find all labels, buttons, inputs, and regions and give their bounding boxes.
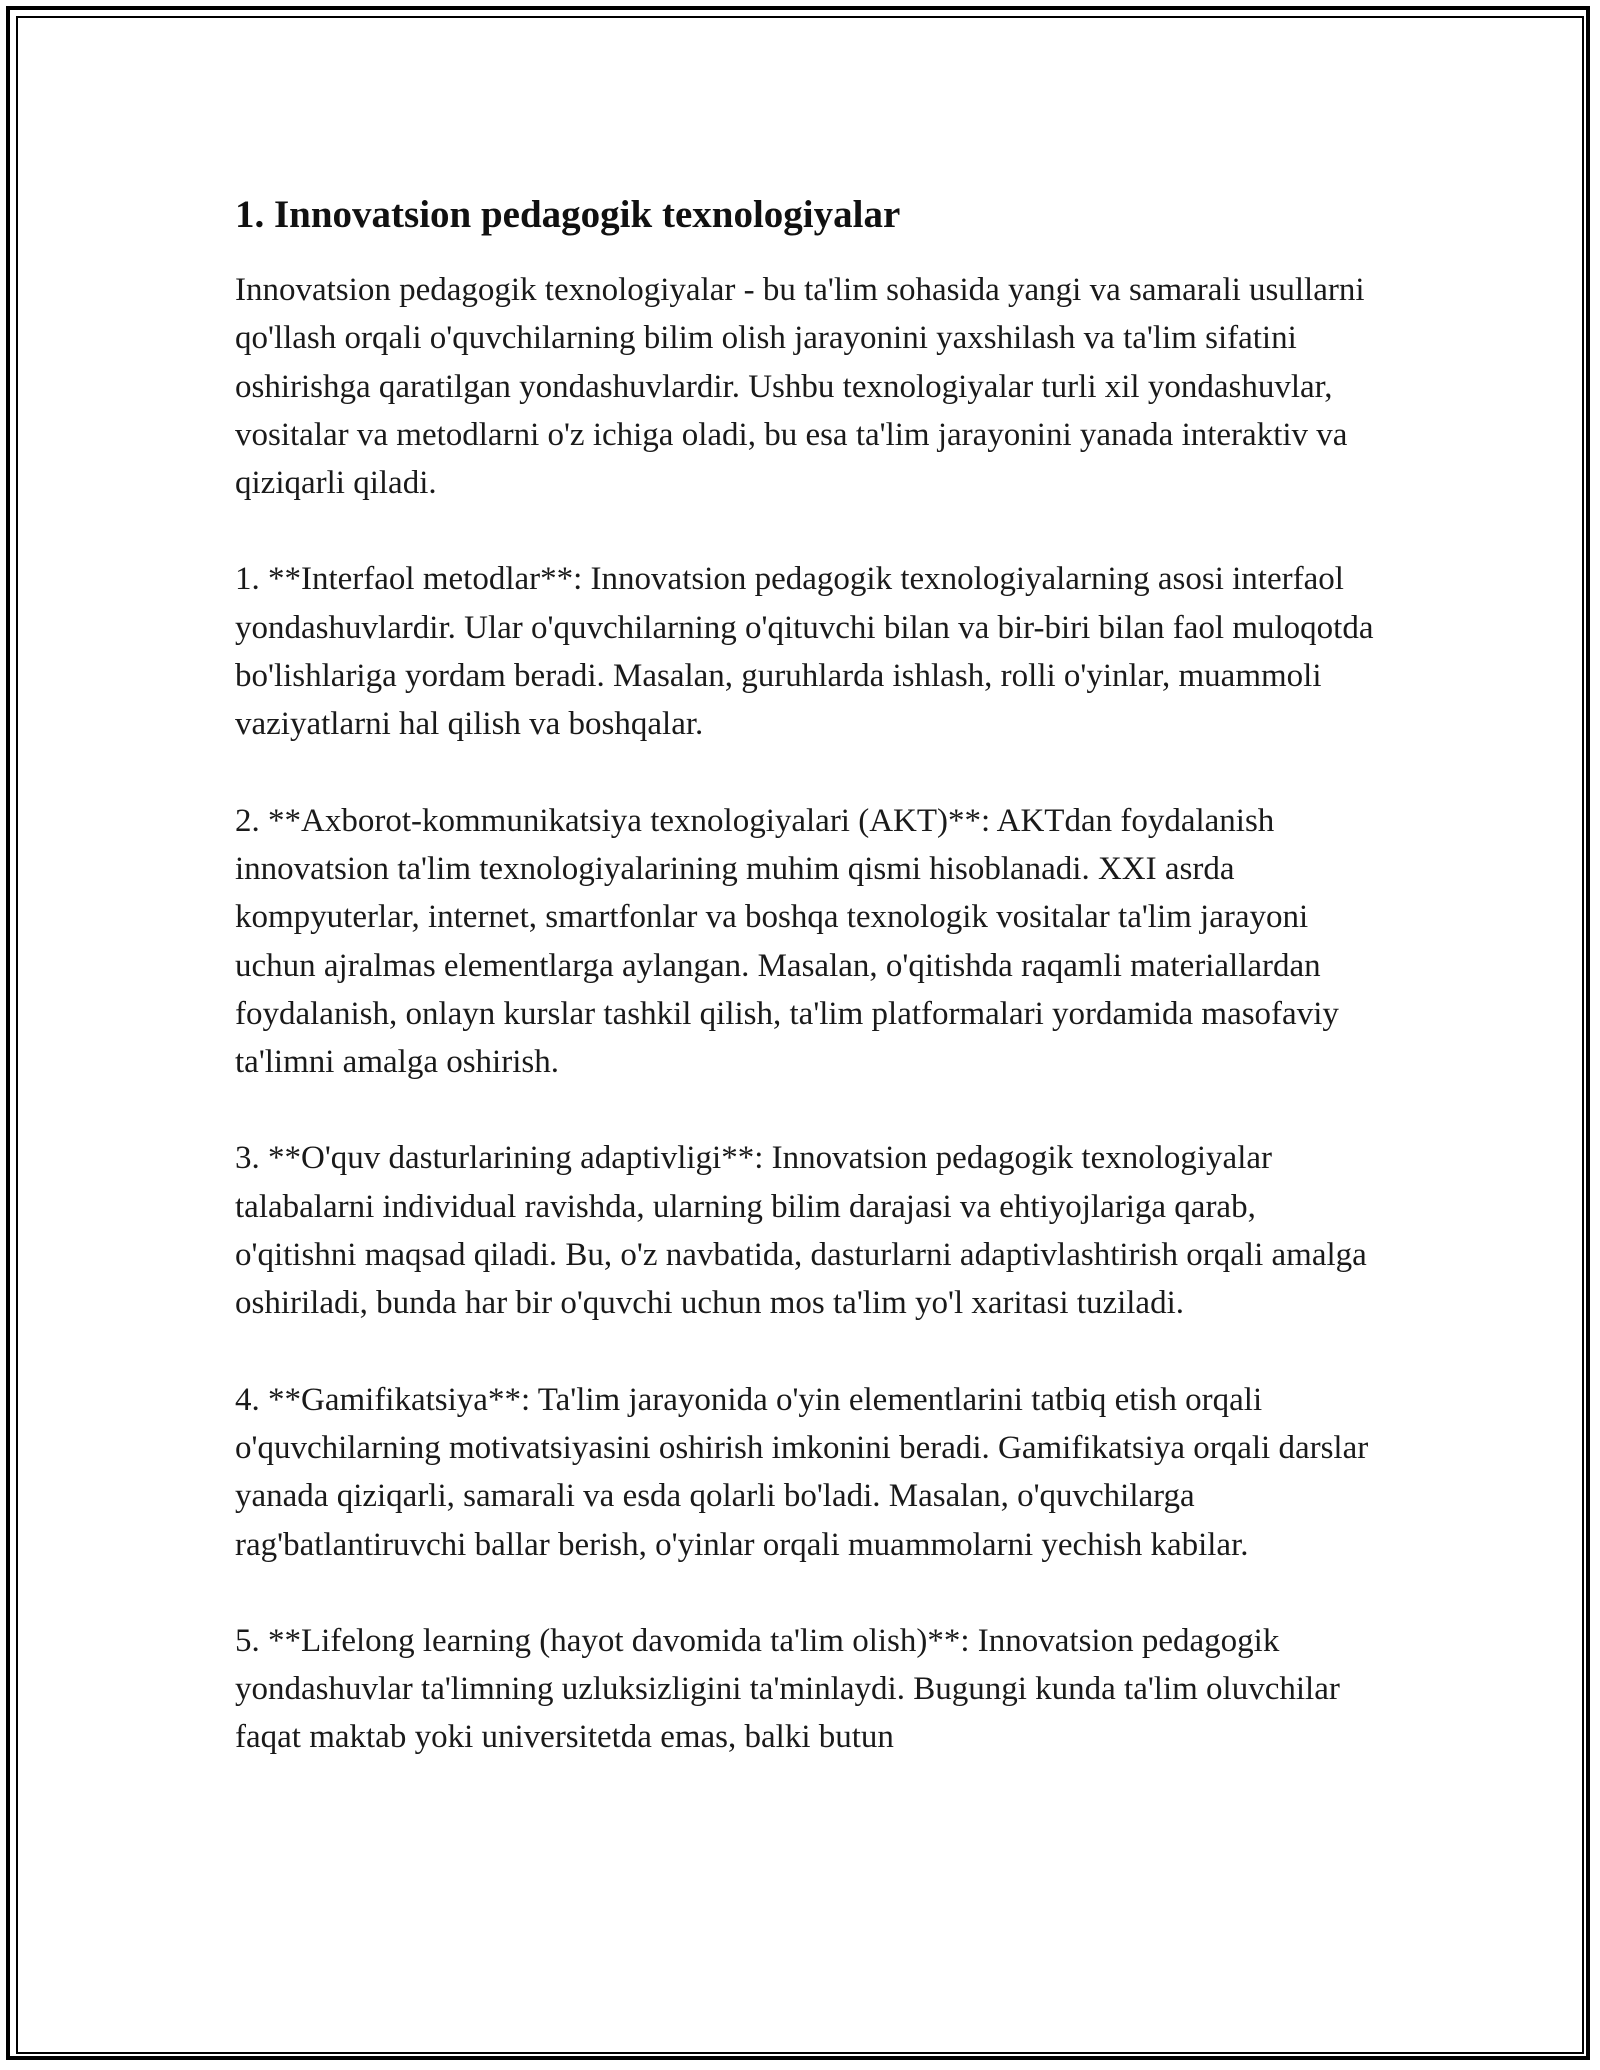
section-heading: 1. Innovatsion pedagogik texnologiyalar: [235, 193, 901, 236]
list-item-gamifikatsiya: 4. **Gamifikatsiya**: Ta'lim jarayonida o'yin elementlarini tatbiq etish orqali o'quvchilarning motivatsiyasini oshirish imkonini beradi. Gamifikatsiya orqali darslar yanada qiziqarli, samarali va esda qolarli bo'ladi. Masalan, o'quvchilarga rag'batlantiruvchi ballar berish, o'yinlar orqali muammolarni yechish kabilar.: [235, 1381, 1369, 1563]
list-item-lifelong-learning: 5. **Lifelong learning (hayot davomida ta'lim olish)**: Innovatsion pedagogik yondashuvlar ta'limning uzluksizligini ta'minlaydi. Bugungi kunda ta'lim oluvchilar faqat maktab yoki universitetda emas, balki butun: [235, 1622, 1340, 1756]
intro-paragraph: Innovatsion pedagogik texnologiyalar - bu ta'lim sohasida yangi va samarali usullarni qo'llash orqali o'quvchilarning bilim olish jarayonini yaxshilash va ta'lim sifatini oshirishga qaratilgan yondashuvlardir. Ushbu texnologiyalar turli xil yondashuvlar, vositalar va metodlarni o'z ichiga oladi, bu esa ta'lim jarayonini yanada interaktiv va qiziqarli qiladi.: [235, 272, 1365, 502]
list-item-adaptivlik: 3. **O'quv dasturlarining adaptivligi**: Innovatsion pedagogik texnologiyalar talabalarni individual ravishda, ularning bilim darajasi va ehtiyojlariga qarab, o'qitishni maqsad qiladi. Bu, o'z navbatida, dasturlarni adaptivlashtirish orqali amalga oshiriladi, bunda har bir o'quvchi uchun mos ta'lim yo'l xaritasi tuziladi.: [235, 1140, 1367, 1322]
list-item-akt: 2. **Axborot-kommunikatsiya texnologiyalari (AKT)**: AKTdan foydalanish innovatsion ta'lim texnologiyalarining muhim qismi hisoblanadi. XXI asrda kompyuterlar, internet, smartfonlar va boshqa texnologik vositalar ta'lim jarayoni uchun ajralmas elementlarga aylangan. Masalan, o'qitishda raqamli materiallardan foydalanish, onlayn kurslar tashkil qilish, ta'lim platformalari yordamida masofaviy ta'limni amalga oshirish.: [235, 802, 1339, 1081]
list-item-interfaol-metodlar: 1. **Interfaol metodlar**: Innovatsion pedagogik texnologiyalarning asosi interfaol yondashuvlardir. Ular o'quvchilarning o'qituvchi bilan va bir-biri bilan faol muloqotda bo'lishlariga yordam beradi. Masalan, guruhlarda ishlash, rolli o'yinlar, muammoli vaziyatlarni hal qilish va boshqalar.: [235, 561, 1374, 743]
document-body: [235, 186, 1375, 1810]
